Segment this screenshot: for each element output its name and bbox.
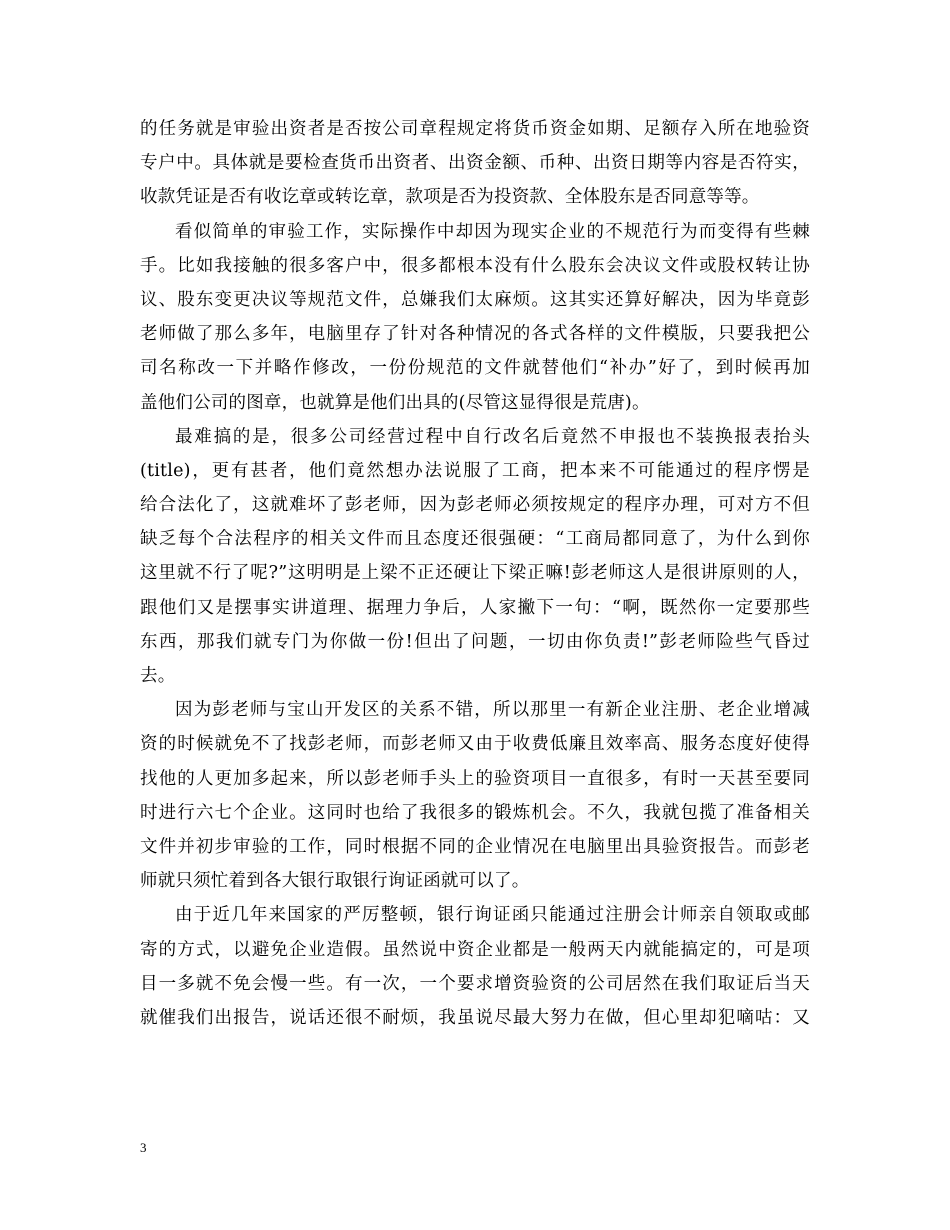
text-line: 老师做了那么多年，电脑里存了针对各种情况的各式各样的文件模版，只要我把公 [140,324,810,345]
text-line: 的任务就是审验出资者是否按公司章程规定将货币资金如期、足额存入所在地验资 [140,119,810,139]
text-line: 文件并初步审验的工作，同时根据不同的企业情况在电脑里出具验资报告。而彭老 [140,836,810,857]
text-line: 东西，那我们就专门为你做一份!但出了问题，一切由你负责!”彭老师险些气昏过 [140,631,810,652]
body-text [140,112,810,1035]
text-line: 因为彭老师与宝山开发区的关系不错，所以那里一有新企业注册、老企业增减 [175,700,810,721]
text-line: 看似简单的审验工作，实际操作中却因为现实企业的不规范行为而变得有些棘 [175,221,810,242]
text-line: 这里就不行了呢?”这明明是上梁不正还硬让下梁正嘛!彭老师这人是很讲原则的人， [140,563,810,584]
text-line: 师就只须忙着到各大银行取银行询证函就可以了。 [140,871,530,892]
text-line: (title)，更有甚者，他们竟然想办法说服了工商，把本来不可能通过的程序愣是 [140,460,810,481]
text-line: 最难搞的是，很多公司经营过程中自行改名后竟然不申报也不装换报表抬头 [175,426,810,447]
text-line: 手。比如我接触的很多客户中，很多都根本没有什么股东会决议文件或股权转让协 [140,255,810,276]
text-line: 目一多就不免会慢一些。有一次，一个要求增资验资的公司居然在我们取证后当天 [140,973,810,994]
text-line: 去。 [140,666,176,686]
text-line: 司名称改一下并略作修改，一份份规范的文件就替他们“补办”好了，到时候再加 [140,358,810,379]
text-line: 找他的人更加多起来，所以彭老师手头上的验资项目一直很多，有时一天甚至要同 [140,768,810,789]
text-line: 跟他们又是摆事实讲道理、据理力争后，人家撇下一句：“啊，既然你一定要那些 [140,597,810,618]
text-line: 盖他们公司的图章，也就算是他们出具的(尽管这显得很是荒唐)。 [140,392,650,413]
text-line: 由于近几年来国家的严厉整顿，银行询证函只能通过注册会计师亲自领取或邮 [175,905,810,926]
text-line: 给合法化了，这就难坏了彭老师，因为彭老师必须按规定的程序办理，可对方不但 [140,495,810,516]
text-line: 资的时候就免不了找彭老师，而彭老师又由于收费低廉且效率高、服务态度好使得 [140,734,810,755]
page-number: 3 [140,1140,147,1155]
text-line: 就催我们出报告，说话还很不耐烦，我虽说尽最大努力在做，但心里却犯嘀咕：又 [140,1007,810,1028]
text-line: 专户中。具体就是要检查货币出资者、出资金额、币种、出资日期等内容是否符实， [140,153,810,174]
text-line: 缺乏每个合法程序的相关文件而且态度还很强硬：“工商局都同意了，为什么到你 [140,529,810,550]
text-line: 收款凭证是否有收讫章或转讫章，款项是否为投资款、全体股东是否同意等等。 [140,187,760,208]
text-line: 寄的方式，以避免企业造假。虽然说中资企业都是一般两天内就能搞定的，可是项 [140,939,810,960]
text-line: 时进行六七个企业。这同时也给了我很多的锻炼机会。不久，我就包揽了准备相关 [140,802,810,823]
text-line: 议、股东变更决议等规范文件，总嫌我们太麻烦。这其实还算好解决，因为毕竟彭 [140,289,810,310]
